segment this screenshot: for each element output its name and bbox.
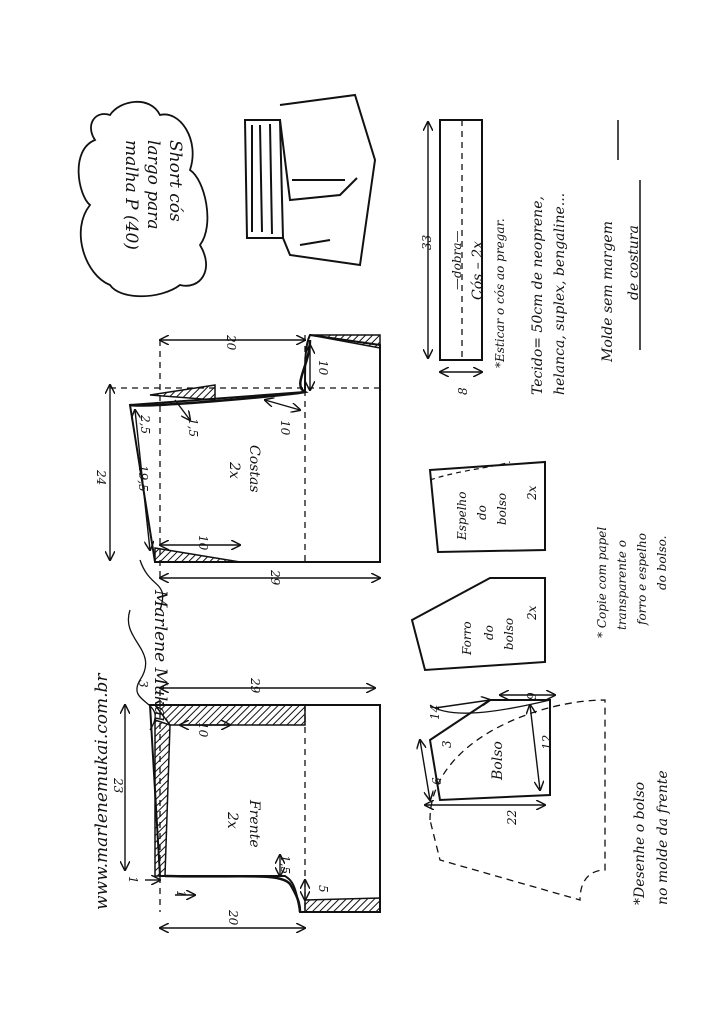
forro-qty: 2x	[525, 605, 539, 620]
frente-dim-23: 23	[111, 778, 125, 794]
costas-dim-20: 20	[224, 335, 238, 351]
frente-dim-1b: 1	[174, 890, 188, 898]
costas-dim-195: 19,5	[136, 465, 150, 492]
frente-dim-3: 3	[136, 680, 150, 688]
frente-qty: 2x	[224, 812, 240, 829]
note-desenhe-1: *Desenhe o bolso	[632, 781, 648, 905]
note-copie-1: * Copie com papel	[595, 526, 609, 638]
note-copie-4: do bolso.	[655, 535, 669, 590]
frente-hatch-bottom	[305, 898, 380, 912]
bolso-dim-22: 22	[505, 809, 519, 825]
title-line2: largo para	[143, 140, 163, 230]
cos-fold: —dobra—	[450, 230, 464, 290]
costas-dim-29: 29	[268, 570, 282, 586]
frente-dim-10: 10	[196, 722, 210, 738]
cos-dim-8: 8	[456, 387, 470, 395]
note-desenhe-2: no molde da frente	[655, 770, 671, 905]
costas-name: Costas	[246, 445, 262, 493]
bolso-dim-12: 12	[540, 734, 554, 750]
frente-dim-1: 1	[126, 876, 140, 884]
frente-name: Frente	[246, 800, 262, 848]
costas-dim-10-crotch: 10	[196, 535, 210, 551]
frente-dim-15: 1,5	[278, 855, 292, 875]
frente-dim-5: 5	[316, 885, 330, 893]
forro-line2: do	[482, 625, 496, 640]
note-esticar: *Esticar o cós ao pregar.	[493, 218, 507, 368]
espelho-qty: 2x	[525, 485, 539, 500]
costas-dimensions	[110, 340, 380, 578]
cos-dim-33: 33	[420, 234, 434, 250]
bolso-name: Bolso	[490, 741, 506, 780]
bolso-dim-9: 9	[525, 692, 539, 700]
bolso-dim-3: 3	[440, 740, 454, 748]
costas-dim-24: 24	[94, 470, 108, 486]
forro-line1: Forro	[460, 621, 474, 655]
frente-hatch-left	[155, 720, 170, 876]
note-copie-3: forro e espelho	[635, 533, 649, 625]
costas-dim-15: 1,5	[186, 418, 200, 438]
forro-line3: bolso	[502, 617, 516, 650]
costas-dim-10-right: 10	[316, 360, 330, 376]
note-molde-1: Molde sem margem	[600, 221, 616, 362]
costas-dim-10-inner: 10	[278, 420, 292, 436]
cos-name: Cós – 2x	[470, 240, 486, 300]
frente-dim-29: 29	[248, 678, 262, 694]
note-molde-2: de costura	[626, 225, 642, 300]
costas-outline	[110, 335, 380, 580]
frente-hatch-top	[155, 705, 305, 725]
costas-qty: 2x	[226, 462, 242, 479]
bolso-dim-14: 14	[428, 704, 442, 720]
espelho-line1: Espelho	[455, 491, 469, 540]
espelho-line3: bolso	[495, 492, 509, 525]
bolso-dim-6: 6	[430, 777, 444, 785]
costas-hatch-right	[310, 335, 380, 348]
title-line1: Short cós	[165, 140, 185, 222]
note-tecido-1: Tecido= 50cm de neoprene,	[530, 196, 546, 395]
frente-dim-20: 20	[226, 910, 240, 926]
note-tecido-2: helanca, suplex, bengaline...	[552, 192, 568, 395]
espelho-line2: do	[475, 505, 489, 520]
signature: Marlene Mukai	[150, 590, 170, 722]
shorts-sketch	[245, 95, 375, 265]
note-copie-2: transparente o	[615, 540, 629, 630]
title-line3: malha P (40)	[121, 140, 141, 250]
costas-dim-25: 2,5	[138, 415, 152, 435]
website-url: www.marlenemukai.com.br	[92, 673, 112, 910]
forro-outline	[412, 578, 545, 670]
